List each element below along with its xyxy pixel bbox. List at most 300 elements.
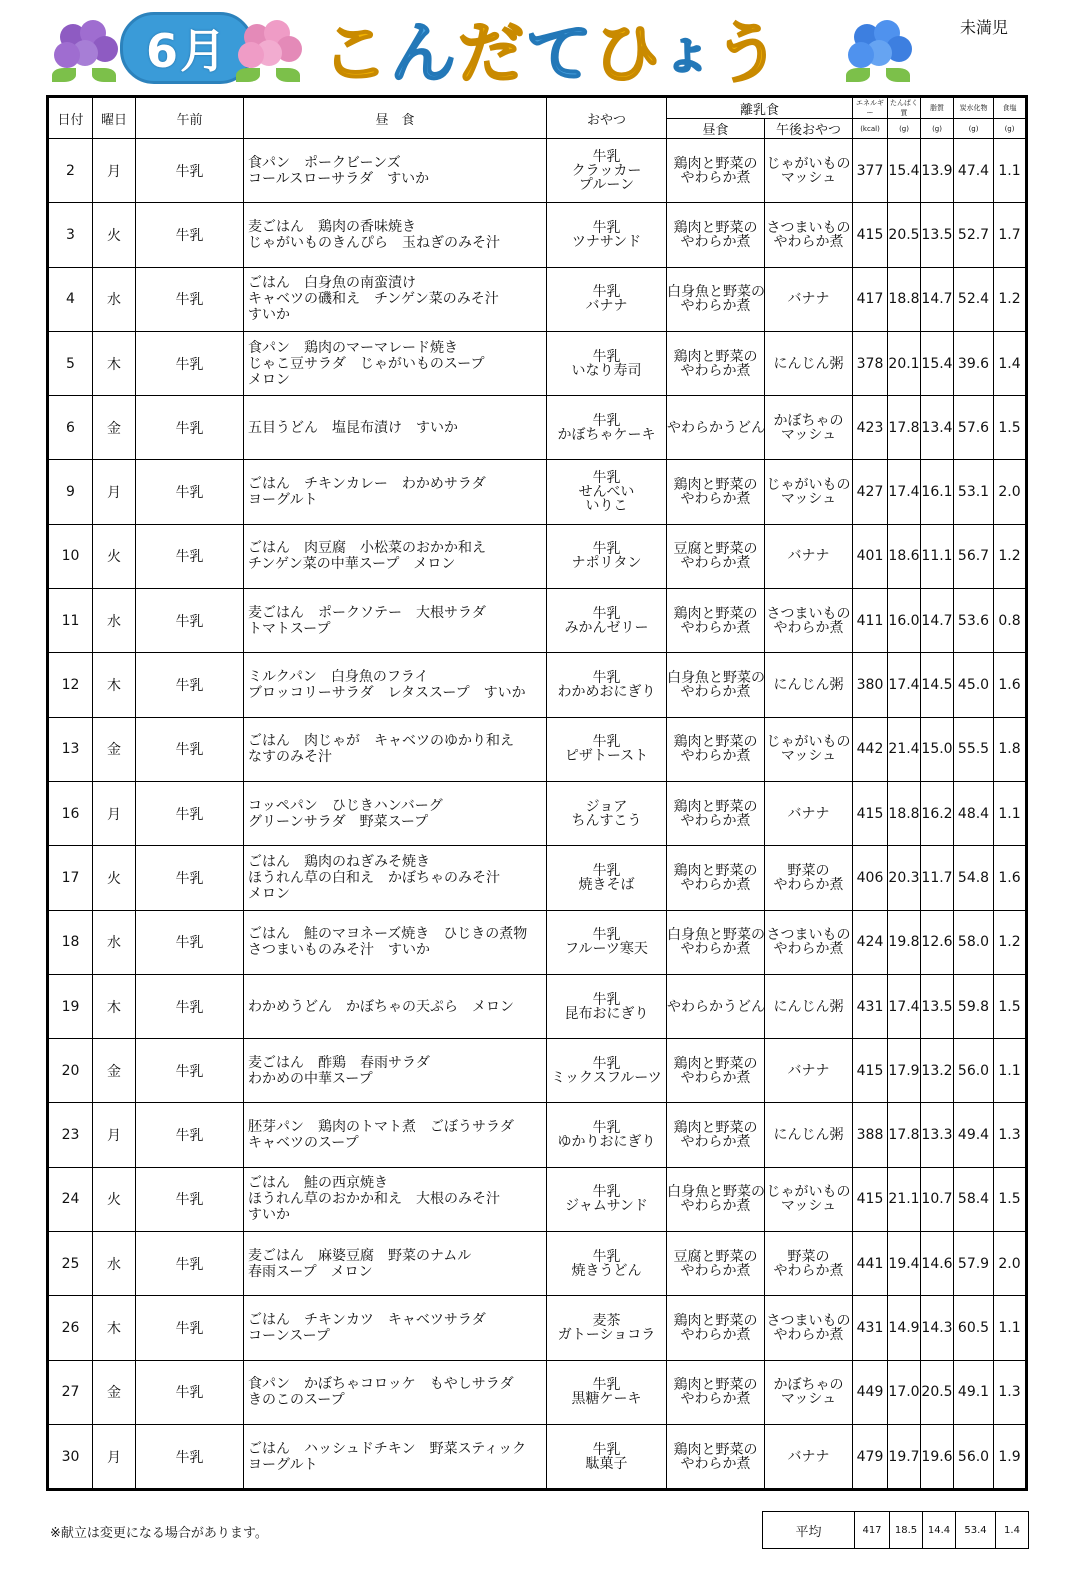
protein-cell: 20.3 — [888, 846, 921, 910]
lunch-cell-line: ヨーグルト — [248, 1456, 318, 1473]
weekday-cell: 火 — [93, 203, 136, 267]
header — [0, 0, 1080, 95]
menu-body — [48, 139, 1027, 1490]
baby-pm-cell-line: さつまいもの — [766, 219, 851, 236]
baby-pm-cell-line: マッシュ — [780, 426, 837, 443]
snack-cell-line: 牛乳 — [592, 1248, 621, 1265]
baby-lunch-cell — [667, 1296, 765, 1360]
baby-lunch-cell — [667, 203, 765, 267]
baby-lunch-cell-line: やわらか煮 — [680, 1069, 751, 1086]
baby-lunch-cell-line: 白身魚と野菜の — [667, 1184, 765, 1201]
lunch-cell — [244, 1296, 547, 1360]
baby-pm-cell-line: にんじん粥 — [773, 998, 844, 1015]
baby-lunch-cell — [667, 524, 765, 588]
protein-cell: 21.4 — [888, 717, 921, 781]
protein-cell: 17.4 — [888, 653, 921, 717]
lunch-cell — [244, 139, 547, 203]
average-fat: 14.4 — [923, 1512, 956, 1549]
snack-cell — [547, 589, 667, 653]
fat-cell: 13.4 — [921, 396, 954, 460]
table-row — [48, 1232, 1027, 1296]
snack-cell — [547, 1296, 667, 1360]
baby-lunch-cell-line: 鶏肉と野菜の — [673, 734, 758, 751]
fat-cell: 15.0 — [921, 717, 954, 781]
snack-cell — [547, 460, 667, 524]
footer-note: ※献立は変更になる場合があります。 — [50, 1526, 268, 1541]
snack-cell-line: 牛乳 — [592, 605, 621, 622]
morning-cell: 牛乳 — [136, 267, 244, 331]
protein-cell: 17.9 — [888, 1039, 921, 1103]
snack-cell-line: 牛乳 — [592, 219, 621, 236]
snack-cell — [547, 139, 667, 203]
lunch-cell — [244, 1167, 547, 1231]
lunch-cell-line: わかめうどん かぼちゃの天ぷら メロン — [248, 998, 514, 1015]
lunch-cell-line: ヨーグルト — [248, 492, 318, 509]
title-char: う — [714, 14, 782, 92]
header-baby-lunch: 昼食 — [667, 119, 765, 139]
snack-cell — [547, 717, 667, 781]
weekday-cell: 金 — [93, 717, 136, 781]
morning-cell: 牛乳 — [136, 1296, 244, 1360]
weekday-cell: 月 — [93, 1103, 136, 1167]
date-cell: 6 — [48, 396, 93, 460]
morning-cell: 牛乳 — [136, 331, 244, 395]
baby-pm-cell — [765, 653, 853, 717]
baby-pm-cell-line: バナナ — [787, 548, 830, 565]
lunch-cell-line: ごはん 鶏肉のねぎみそ焼き — [248, 853, 430, 870]
salt-cell: 1.1 — [994, 139, 1027, 203]
table-row — [48, 139, 1027, 203]
snack-cell — [547, 331, 667, 395]
lunch-cell-line: 春雨スープ メロン — [248, 1263, 373, 1280]
salt-cell: 1.5 — [994, 1167, 1027, 1231]
date-cell: 12 — [48, 653, 93, 717]
baby-lunch-cell-line: 白身魚と野菜の — [667, 670, 765, 687]
baby-lunch-cell-line: やわらかうどん — [667, 419, 765, 436]
carbs-cell: 47.4 — [954, 139, 994, 203]
protein-cell: 16.0 — [888, 589, 921, 653]
morning-cell: 牛乳 — [136, 781, 244, 845]
date-cell: 10 — [48, 524, 93, 588]
morning-cell: 牛乳 — [136, 1167, 244, 1231]
baby-lunch-cell — [667, 974, 765, 1038]
snack-cell-line: 昆布おにぎり — [564, 1005, 649, 1022]
baby-lunch-cell-line: やわらか煮 — [680, 298, 751, 315]
salt-cell: 1.2 — [994, 910, 1027, 974]
header-protein: たんぱく質 — [888, 97, 921, 119]
header-snack: おやつ — [547, 97, 667, 139]
protein-cell: 20.1 — [888, 331, 921, 395]
lunch-cell — [244, 717, 547, 781]
lunch-cell-line: コールスローサラダ すいか — [248, 170, 430, 187]
header-carbs: 炭水化物 — [954, 97, 994, 119]
salt-cell: 2.0 — [994, 460, 1027, 524]
fat-cell: 13.3 — [921, 1103, 954, 1167]
energy-cell: 411 — [853, 589, 888, 653]
snack-cell-line: 焼きそば — [578, 876, 635, 893]
lunch-cell-line: ごはん ハッシュドチキン 野菜スティック — [248, 1440, 527, 1457]
baby-lunch-cell-line: やわらか煮 — [680, 491, 751, 508]
snack-cell-line: 麦茶 — [592, 1312, 621, 1329]
lunch-cell — [244, 524, 547, 588]
carbs-cell: 57.6 — [954, 396, 994, 460]
snack-cell-line: ジャムサンド — [565, 1198, 648, 1215]
snack-cell-line: 黒糖ケーキ — [571, 1391, 642, 1408]
salt-cell: 1.1 — [994, 781, 1027, 845]
snack-cell — [547, 846, 667, 910]
morning-cell: 牛乳 — [136, 524, 244, 588]
lunch-cell — [244, 1103, 547, 1167]
snack-cell-line: ツナサンド — [571, 233, 642, 250]
weekday-cell: 金 — [93, 1360, 136, 1424]
unit-energy: (kcal) — [853, 119, 888, 139]
weekday-cell: 水 — [93, 267, 136, 331]
protein-cell: 19.8 — [888, 910, 921, 974]
header-baby-food: 離乳食 — [667, 97, 853, 119]
salt-cell: 1.7 — [994, 203, 1027, 267]
salt-cell: 2.0 — [994, 1232, 1027, 1296]
baby-pm-cell-line: やわらか煮 — [773, 876, 844, 893]
weekday-cell: 水 — [93, 1232, 136, 1296]
lunch-cell-line: きのこのスープ — [248, 1392, 345, 1409]
carbs-cell: 45.0 — [954, 653, 994, 717]
baby-pm-cell-line: マッシュ — [780, 491, 837, 508]
baby-pm-cell — [765, 267, 853, 331]
unit-carbs: (g) — [954, 119, 994, 139]
snack-cell-line: 牛乳 — [592, 541, 621, 558]
protein-cell: 18.8 — [888, 781, 921, 845]
morning-cell: 牛乳 — [136, 1039, 244, 1103]
title-char: こ — [322, 14, 390, 92]
lunch-cell-line: コッペパン ひじきハンバーグ — [248, 797, 443, 814]
lunch-cell-line: じゃこ豆サラダ じゃがいものスープ — [248, 355, 485, 372]
baby-pm-cell-line: じゃがいもの — [766, 477, 851, 494]
menu-table — [46, 95, 1028, 1491]
baby-pm-cell-line: マッシュ — [780, 169, 837, 186]
energy-cell: 415 — [853, 1167, 888, 1231]
menu-title — [322, 6, 782, 92]
baby-pm-cell — [765, 524, 853, 588]
lunch-cell — [244, 1232, 547, 1296]
date-cell: 23 — [48, 1103, 93, 1167]
morning-cell: 牛乳 — [136, 589, 244, 653]
table-row — [48, 781, 1027, 845]
morning-cell: 牛乳 — [136, 139, 244, 203]
baby-pm-cell-line: やわらか煮 — [773, 941, 844, 958]
lunch-cell — [244, 910, 547, 974]
baby-lunch-cell-line: 鶏肉と野菜の — [673, 605, 758, 622]
category-label: 未満児 — [959, 18, 1008, 37]
snack-cell-line: 牛乳 — [592, 148, 621, 165]
baby-pm-cell-line: にんじん粥 — [773, 677, 844, 694]
date-cell: 5 — [48, 331, 93, 395]
salt-cell: 1.3 — [994, 1103, 1027, 1167]
lunch-cell — [244, 203, 547, 267]
snack-cell-line: ミックスフルーツ — [551, 1069, 662, 1086]
baby-pm-cell-line: じゃがいもの — [766, 1184, 851, 1201]
date-cell: 13 — [48, 717, 93, 781]
snack-cell-line: 焼きうどん — [571, 1262, 642, 1279]
baby-pm-cell-line: バナナ — [787, 1448, 830, 1465]
lunch-cell-line: 胚芽パン 鶏肉のトマト煮 ごぼうサラダ — [248, 1119, 514, 1136]
snack-cell — [547, 1039, 667, 1103]
snack-cell-line: ピザトースト — [564, 748, 649, 765]
energy-cell: 441 — [853, 1232, 888, 1296]
baby-lunch-cell-line: やわらか煮 — [680, 684, 751, 701]
baby-lunch-cell-line: 鶏肉と野菜の — [673, 348, 758, 365]
salt-cell: 1.3 — [994, 1360, 1027, 1424]
baby-lunch-cell — [667, 1424, 765, 1489]
date-cell: 25 — [48, 1232, 93, 1296]
snack-cell-line: 牛乳 — [592, 734, 621, 751]
date-cell: 17 — [48, 846, 93, 910]
carbs-cell: 48.4 — [954, 781, 994, 845]
lunch-cell-line: ほうれん草のおかか和え 大根のみそ汁 — [248, 1191, 500, 1208]
energy-cell: 424 — [853, 910, 888, 974]
table-row — [48, 203, 1027, 267]
lunch-cell — [244, 331, 547, 395]
baby-lunch-cell — [667, 846, 765, 910]
lunch-cell-line: 食パン 鶏肉のマーマレード焼き — [248, 339, 458, 356]
weekday-cell: 火 — [93, 1167, 136, 1231]
carbs-cell: 56.0 — [954, 1424, 994, 1489]
baby-pm-cell-line: マッシュ — [780, 748, 837, 765]
weekday-cell: 火 — [93, 524, 136, 588]
snack-cell-line: 牛乳 — [592, 1055, 621, 1072]
baby-pm-cell — [765, 589, 853, 653]
baby-pm-cell-line: やわらか煮 — [773, 619, 844, 636]
baby-pm-cell-line: さつまいもの — [766, 1312, 851, 1329]
header-date: 日付 — [48, 97, 93, 139]
weekday-cell: 月 — [93, 781, 136, 845]
lunch-cell-line: わかめの中華スープ — [248, 1070, 373, 1087]
table-row — [48, 1103, 1027, 1167]
date-cell: 18 — [48, 910, 93, 974]
baby-pm-cell-line: 野菜の — [787, 862, 830, 879]
protein-cell: 18.6 — [888, 524, 921, 588]
morning-cell: 牛乳 — [136, 203, 244, 267]
baby-pm-cell — [765, 1424, 853, 1489]
lunch-cell-line: 麦ごはん 酢鶏 春雨サラダ — [248, 1054, 430, 1071]
baby-pm-cell-line: やわらか煮 — [773, 1326, 844, 1343]
fat-cell: 14.6 — [921, 1232, 954, 1296]
baby-pm-cell-line: バナナ — [787, 805, 830, 822]
lunch-cell — [244, 846, 547, 910]
weekday-cell: 木 — [93, 331, 136, 395]
header-baby-pm: 午後おやつ — [765, 119, 853, 139]
morning-cell: 牛乳 — [136, 717, 244, 781]
baby-lunch-cell — [667, 331, 765, 395]
morning-cell: 牛乳 — [136, 1232, 244, 1296]
fat-cell: 16.1 — [921, 460, 954, 524]
baby-lunch-cell-line: 鶏肉と野菜の — [673, 798, 758, 815]
title-char: ん — [390, 14, 458, 92]
date-cell: 20 — [48, 1039, 93, 1103]
date-cell: 3 — [48, 203, 93, 267]
baby-lunch-cell-line: やわらか煮 — [680, 555, 751, 572]
baby-lunch-cell-line: 鶏肉と野菜の — [673, 862, 758, 879]
morning-cell: 牛乳 — [136, 910, 244, 974]
date-cell: 16 — [48, 781, 93, 845]
baby-pm-cell-line: バナナ — [787, 291, 830, 308]
baby-lunch-cell-line: やわらか煮 — [680, 812, 751, 829]
fat-cell: 20.5 — [921, 1360, 954, 1424]
baby-lunch-cell-line: やわらか煮 — [680, 233, 751, 250]
fat-cell: 13.5 — [921, 974, 954, 1038]
energy-cell: 423 — [853, 396, 888, 460]
lunch-cell-line: キャベツのスープ — [248, 1135, 359, 1152]
weekday-cell: 月 — [93, 139, 136, 203]
lunch-cell-line: ごはん チキンカレー わかめサラダ — [248, 476, 486, 493]
baby-lunch-cell-line: やわらか煮 — [680, 1198, 751, 1215]
protein-cell: 20.5 — [888, 203, 921, 267]
lunch-cell-line: 食パン ポークビーンズ — [248, 154, 401, 171]
baby-pm-cell — [765, 460, 853, 524]
morning-cell: 牛乳 — [136, 653, 244, 717]
energy-cell: 378 — [853, 331, 888, 395]
salt-cell: 1.6 — [994, 846, 1027, 910]
lunch-cell-line: チンゲン菜の中華スープ メロン — [248, 556, 456, 573]
date-cell: 26 — [48, 1296, 93, 1360]
snack-cell-line: ちんすこう — [571, 812, 642, 829]
fat-cell: 14.3 — [921, 1296, 954, 1360]
baby-pm-cell-line: バナナ — [787, 1062, 830, 1079]
baby-pm-cell-line: さつまいもの — [766, 927, 851, 944]
snack-cell-line: ナポリタン — [571, 555, 642, 572]
salt-cell: 1.2 — [994, 267, 1027, 331]
table-row — [48, 589, 1027, 653]
baby-pm-cell-line: じゃがいもの — [766, 734, 851, 751]
baby-lunch-cell-line: 白身魚と野菜の — [667, 284, 765, 301]
title-char: て — [526, 14, 594, 92]
header-lunch: 昼 食 — [244, 97, 547, 139]
baby-pm-cell — [765, 1360, 853, 1424]
lunch-cell-line: ごはん 肉豆腐 小松菜のおかか和え — [248, 540, 486, 557]
header-weekday: 曜日 — [93, 97, 136, 139]
lunch-cell — [244, 396, 547, 460]
average-energy: 417 — [855, 1512, 890, 1549]
snack-cell-line: 牛乳 — [592, 412, 621, 429]
snack-cell-line: みかんゼリー — [564, 619, 649, 636]
protein-cell: 17.8 — [888, 1103, 921, 1167]
snack-cell-line: いなり寿司 — [571, 362, 642, 379]
snack-cell-line: かぼちゃケーキ — [557, 426, 656, 443]
baby-lunch-cell-line: 鶏肉と野菜の — [673, 1055, 758, 1072]
lunch-cell — [244, 1360, 547, 1424]
carbs-cell: 52.4 — [954, 267, 994, 331]
snack-cell-line: 牛乳 — [592, 284, 621, 301]
weekday-cell: 木 — [93, 974, 136, 1038]
salt-cell: 1.5 — [994, 974, 1027, 1038]
date-cell: 11 — [48, 589, 93, 653]
table-row — [48, 717, 1027, 781]
morning-cell: 牛乳 — [136, 460, 244, 524]
salt-cell: 1.1 — [994, 1039, 1027, 1103]
fat-cell: 16.2 — [921, 781, 954, 845]
fat-cell: 13.5 — [921, 203, 954, 267]
average-carbs: 53.4 — [956, 1512, 996, 1549]
lunch-cell-line: ごはん 白身魚の南蛮漬け — [248, 275, 416, 292]
protein-cell: 15.4 — [888, 139, 921, 203]
lunch-cell — [244, 653, 547, 717]
snack-cell-line: バナナ — [585, 298, 628, 315]
snack-cell — [547, 396, 667, 460]
morning-cell: 牛乳 — [136, 846, 244, 910]
snack-cell-line: 牛乳 — [592, 470, 621, 487]
baby-lunch-cell-line: 鶏肉と野菜の — [673, 1441, 758, 1458]
protein-cell: 17.4 — [888, 974, 921, 1038]
protein-cell: 17.8 — [888, 396, 921, 460]
lunch-cell-line: じゃがいものきんぴら 玉ねぎのみそ汁 — [248, 234, 500, 251]
baby-lunch-cell-line: 鶏肉と野菜の — [673, 155, 758, 172]
energy-cell: 415 — [853, 203, 888, 267]
lunch-cell-line: ごはん 肉じゃが キャベツのゆかり和え — [248, 733, 514, 750]
salt-cell: 1.4 — [994, 331, 1027, 395]
baby-pm-cell-line: かぼちゃの — [773, 412, 844, 429]
fat-cell: 11.1 — [921, 524, 954, 588]
lunch-cell-line: キャベツの磯和え チンゲン菜のみそ汁 — [248, 291, 499, 308]
salt-cell: 1.2 — [994, 524, 1027, 588]
carbs-cell: 52.7 — [954, 203, 994, 267]
baby-pm-cell — [765, 781, 853, 845]
unit-protein: (g) — [888, 119, 921, 139]
baby-lunch-cell-line: やわらか煮 — [680, 1262, 751, 1279]
lunch-cell — [244, 1424, 547, 1489]
baby-lunch-cell — [667, 910, 765, 974]
baby-lunch-cell-line: 鶏肉と野菜の — [673, 477, 758, 494]
weekday-cell: 火 — [93, 846, 136, 910]
energy-cell: 388 — [853, 1103, 888, 1167]
baby-pm-cell-line: かぼちゃの — [773, 1377, 844, 1394]
snack-cell-line: プルーン — [578, 176, 635, 193]
weekday-cell: 水 — [93, 589, 136, 653]
snack-cell-line: いりこ — [585, 498, 628, 515]
hydrangea-pink-icon — [236, 18, 306, 88]
baby-pm-cell — [765, 1232, 853, 1296]
lunch-cell-line: グリーンサラダ 野菜スープ — [248, 813, 429, 830]
baby-lunch-cell-line: やわらかうどん — [667, 998, 765, 1015]
carbs-cell: 53.6 — [954, 589, 994, 653]
energy-cell: 479 — [853, 1424, 888, 1489]
table-row — [48, 267, 1027, 331]
baby-lunch-cell — [667, 1167, 765, 1231]
lunch-cell — [244, 1039, 547, 1103]
snack-cell-line: クラッカー — [571, 162, 642, 179]
baby-lunch-cell-line: やわらか煮 — [680, 941, 751, 958]
baby-pm-cell — [765, 717, 853, 781]
lunch-cell-line: すいか — [248, 1207, 290, 1224]
snack-cell-line: 牛乳 — [592, 1184, 621, 1201]
snack-cell-line: 牛乳 — [592, 1441, 621, 1458]
weekday-cell: 水 — [93, 910, 136, 974]
baby-lunch-cell — [667, 1039, 765, 1103]
table-row — [48, 1424, 1027, 1489]
table-row — [48, 1360, 1027, 1424]
snack-cell-line: 牛乳 — [592, 348, 621, 365]
baby-lunch-cell-line: やわらか煮 — [680, 1455, 751, 1472]
fat-cell: 11.7 — [921, 846, 954, 910]
baby-pm-cell — [765, 139, 853, 203]
snack-cell — [547, 1360, 667, 1424]
energy-cell: 442 — [853, 717, 888, 781]
baby-lunch-cell-line: 豆腐と野菜の — [673, 1248, 758, 1265]
baby-pm-cell-line: マッシュ — [780, 1391, 837, 1408]
carbs-cell: 60.5 — [954, 1296, 994, 1360]
table-row — [48, 524, 1027, 588]
weekday-cell: 月 — [93, 1424, 136, 1489]
snack-cell — [547, 1232, 667, 1296]
morning-cell: 牛乳 — [136, 1424, 244, 1489]
